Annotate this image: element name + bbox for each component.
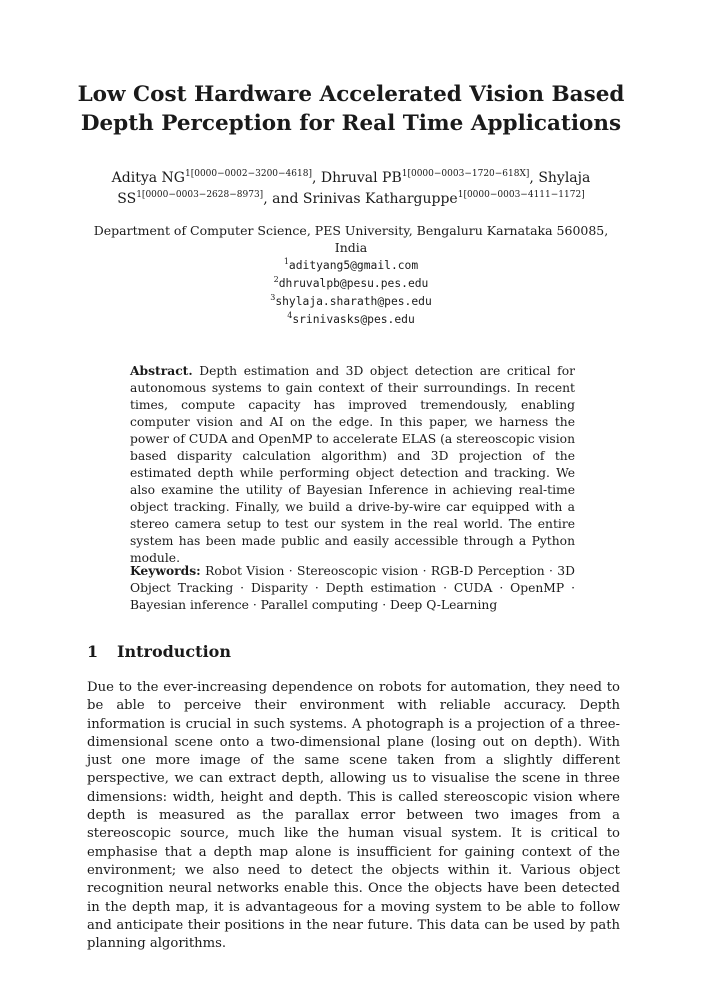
abstract-text: Depth estimation and 3D object detection are critical for autonomous systems to gain context of their surroundings. In recent times, compute capacity has improved tremendously, enabling computer vision and AI on the edge. In this paper, we harness the power of CUDA and OpenMP to accelerate ELAS (a stereoscopic vision based disparity calculation algorithm) and 3D projection of the estimated depth while performing object detection and tracking. We also examine the utility of Bayesian Inference in achieving real-time object tracking. Finally, we build a drive-by-wire car equipped with a stereo camera setup to test our system in the real world. The entire system has been made public and easily accessible through a Python module. [130, 364, 575, 565]
author-separator: , and [263, 191, 303, 207]
author-orcid: 1[0000−0003−2628−8973] [136, 190, 264, 200]
paper-title: Low Cost Hardware Accelerated Vision Based Depth Perception for Real Time Applications [77, 82, 625, 136]
email-address: dhruvalpb@pesu.pes.edu [278, 277, 429, 290]
keywords-label: Keywords: [130, 563, 201, 578]
email-number: 3 [270, 293, 276, 302]
abstract-label: Abstract. [130, 363, 193, 378]
author-orcid: 1[0000−0003−1720−618X] [401, 169, 530, 179]
section-number: 1 [87, 642, 99, 661]
email-address: adityang5@gmail.com [288, 259, 419, 272]
email-item[interactable] [90, 310, 612, 328]
author-name: Srinivas Katharguppe [302, 191, 458, 207]
introduction-paragraph: Due to the ever-increasing dependence on robots for automation, they need to be able to perceive their environment with reliable accuracy. Depth information is crucial in such systems. A photograph is a projection of a three-dimensional scene onto a two-dimensional plane (losing out on depth). With just one more image of the same scene taken from a slightly different perspective, we can extract depth, allowing us to visualise the scene in three dimensions: width, height and depth. This is called stereoscopic vision where depth is measured as the parallax error between two images from a stereoscopic source, much like the human visual system. It is critical to emphasise that a depth map alone is insufficient for gaining context of the environment; we also need to detect the objects within it. Various object recognition neural networks enable this. Once the objects have been detected in the depth map, it is advantageous for a moving system to be able to follow and anticipate their positions in the near future. This data can be used by path planning algorithms. [87, 680, 620, 952]
author-list [90, 168, 612, 210]
author-orcid: 1[0000−0002−3200−4618] [184, 169, 312, 179]
abstract [130, 362, 575, 567]
author-name: Shylaja SS [117, 170, 591, 207]
section-title: Introduction [117, 642, 231, 661]
author-separator: , [529, 170, 539, 186]
section-heading [87, 641, 231, 663]
email-address: shylaja.sharath@pes.edu [275, 295, 432, 308]
affiliation-block [90, 222, 612, 328]
author [321, 170, 538, 186]
affiliation: Department of Computer Science, PES University, Bengaluru Karnataka 560085, India [93, 223, 609, 255]
author-name: Aditya NG [111, 170, 185, 186]
email-number: 1 [283, 257, 289, 266]
email-item[interactable] [90, 256, 612, 274]
keywords-text: Robot Vision · Stereoscopic vision · RGB-D Perception · 3D Object Tracking · Disparity · Depth estimation · CUDA · OpenMP · Bayesian inference · Parallel computing · Deep Q-Learning [130, 564, 575, 612]
keywords [130, 562, 575, 614]
author [112, 170, 321, 186]
email-number: 4 [287, 311, 293, 320]
author-separator: , [311, 170, 321, 186]
email-address: srinivasks@pes.edu [292, 313, 415, 326]
email-number: 2 [273, 275, 279, 284]
author [303, 191, 585, 207]
email-item[interactable] [90, 292, 612, 310]
author-name: Dhruval PB [320, 170, 402, 186]
email-item[interactable] [90, 274, 612, 292]
author-orcid: 1[0000−0003−4111−1172] [457, 190, 585, 200]
